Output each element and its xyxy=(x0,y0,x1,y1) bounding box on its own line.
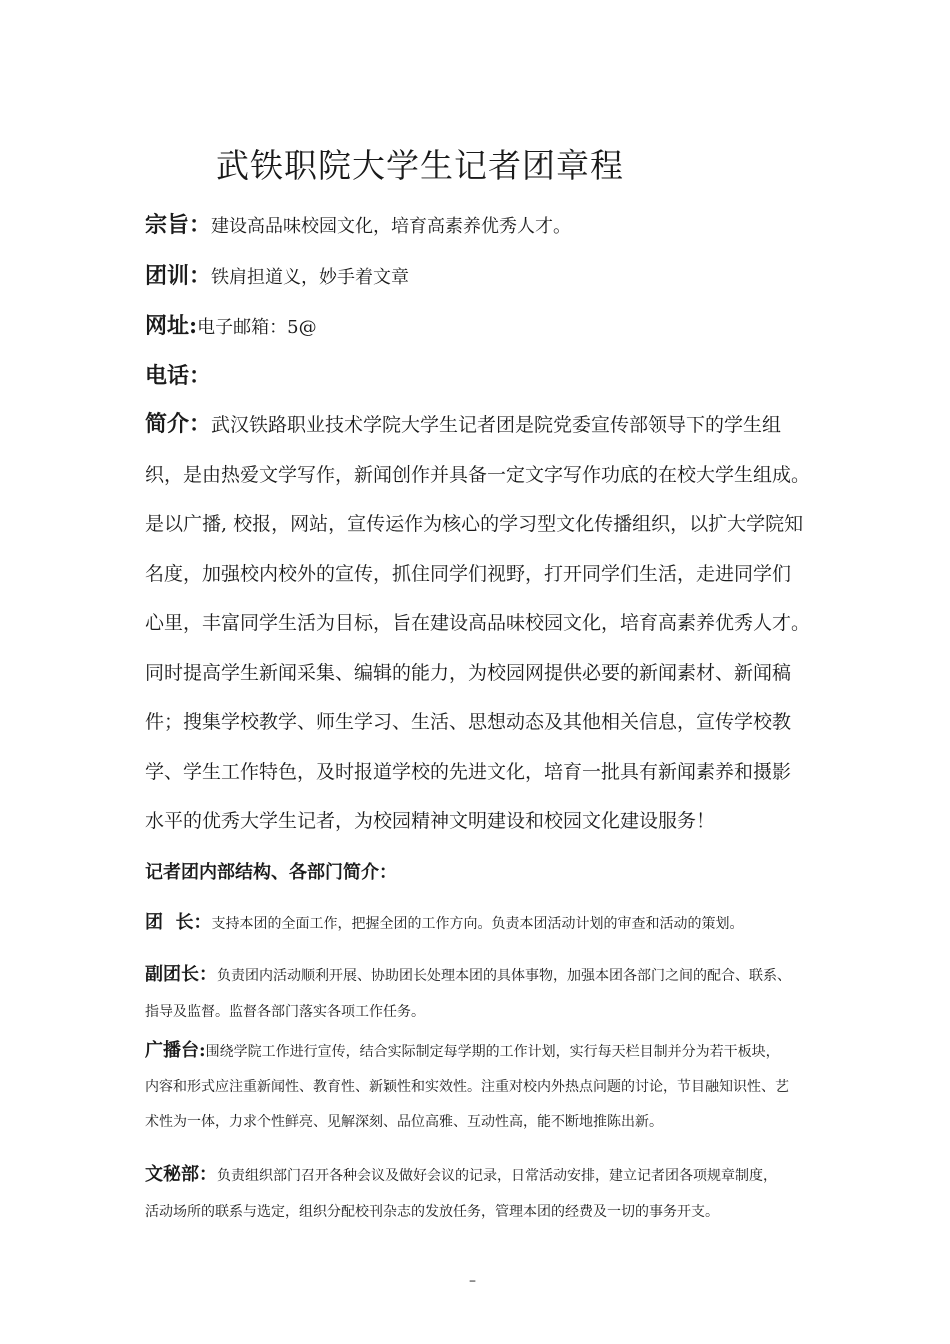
dept-line xyxy=(145,1157,815,1194)
intro-line: 同时提高学生新闻采集、编辑的能力，为校园网提供必要的新闻素材、新闻稿 xyxy=(145,661,792,684)
intro-line: 学、学生工作特色，及时报道学校的先进文化，培育一批具有新闻素养和摄影 xyxy=(145,760,792,783)
dept-line xyxy=(145,908,815,939)
dept-text: 围绕学院工作进行宣传，结合实际制定每学期的工作计划，实行每天栏目制并分为若干板块， xyxy=(205,1044,780,1060)
dept-line: 指导及监督。监督各部门落实各项工作任务。 xyxy=(145,1004,425,1020)
dept-line: 内容和形式应注重新闻性、教育性、新颖性和实效性。注重对校内外热点问题的讨论，节目融知识性、艺 xyxy=(145,1079,789,1095)
motto-field xyxy=(145,259,409,290)
motto-label: 团训： xyxy=(145,263,212,289)
motto-value: 铁肩担道义，妙手着文章 xyxy=(211,267,410,288)
dept-broadcast xyxy=(145,1033,815,1140)
intro-line: 件；搜集学校教学、师生学习、生活、思想动态及其他相关信息，宣传学校教 xyxy=(145,711,792,733)
dept-label: 团 长： xyxy=(145,912,212,933)
website-field xyxy=(145,309,317,340)
structure-heading: 记者团内部结构、各部门简介： xyxy=(145,862,397,883)
phone-label: 电话： xyxy=(145,363,212,389)
dept-leader xyxy=(145,908,815,939)
dept-text: 负责组织部门召开各种会议及做好会议的记录，日常活动安排，建立记者团各项规章制度， xyxy=(217,1168,777,1184)
dept-text: 支持本团的全面工作，把握全团的工作方向。负责本团活动计划的审查和活动的策划。 xyxy=(211,916,744,932)
purpose-field xyxy=(145,208,571,239)
intro-line: 名度，加强校内校外的宣传，抓住同学们视野，打开同学们生活，走进同学们 xyxy=(145,562,792,585)
intro-line: 心里，丰富同学生活为目标，旨在建设高品味校园文化，培育高素养优秀人才。 xyxy=(145,612,811,634)
purpose-label: 宗旨： xyxy=(145,212,212,238)
intro-line xyxy=(145,400,815,451)
dept-line: 术性为一体，力求个性鲜亮、见解深刻、品位高雅、互动性高，能不断地推陈出新。 xyxy=(145,1114,663,1130)
intro-text: 武汉铁路职业技术学院大学生记者团是院党委宣传部领导下的学生组 xyxy=(211,414,782,436)
intro-line: 水平的优秀大学生记者，为校园精神文明建设和校园文化建设服务！ xyxy=(145,810,716,832)
phone-field xyxy=(145,359,211,390)
intro-paragraph xyxy=(145,400,815,847)
website-label: 网址: xyxy=(145,313,198,339)
intro-label: 简介： xyxy=(145,411,212,437)
intro-line: 是以广播, 校报，网站，宣传运作为核心的学习型文化传播组织，以扩大学院知 xyxy=(145,513,804,535)
dept-label: 副团长： xyxy=(145,964,217,985)
email-value: 电子邮箱：5@ xyxy=(197,317,317,338)
dept-line xyxy=(145,957,815,994)
page-footer-mark: – xyxy=(469,1273,476,1289)
dept-label: 广播台: xyxy=(145,1040,206,1061)
dept-text: 负责团内活动顺利开展、协助团长处理本团的具体事物，加强本团各部门之间的配合、联系、 xyxy=(217,968,791,984)
intro-line: 织，是由热爱文学写作，新闻创作并具备一定文字写作功底的在校大学生组成。 xyxy=(145,463,811,486)
purpose-value: 建设高品味校园文化，培育高素养优秀人才。 xyxy=(211,216,572,237)
dept-vice-leader xyxy=(145,957,815,1030)
dept-secretariat xyxy=(145,1157,815,1230)
dept-label: 文秘部： xyxy=(145,1164,217,1185)
dept-line xyxy=(145,1033,815,1070)
dept-line: 活动场所的联系与选定，组织分配校刊杂志的发放任务，管理本团的经费及一切的事务开支。 xyxy=(145,1204,719,1220)
document-title: 武铁职院大学生记者团章程 xyxy=(216,146,624,185)
